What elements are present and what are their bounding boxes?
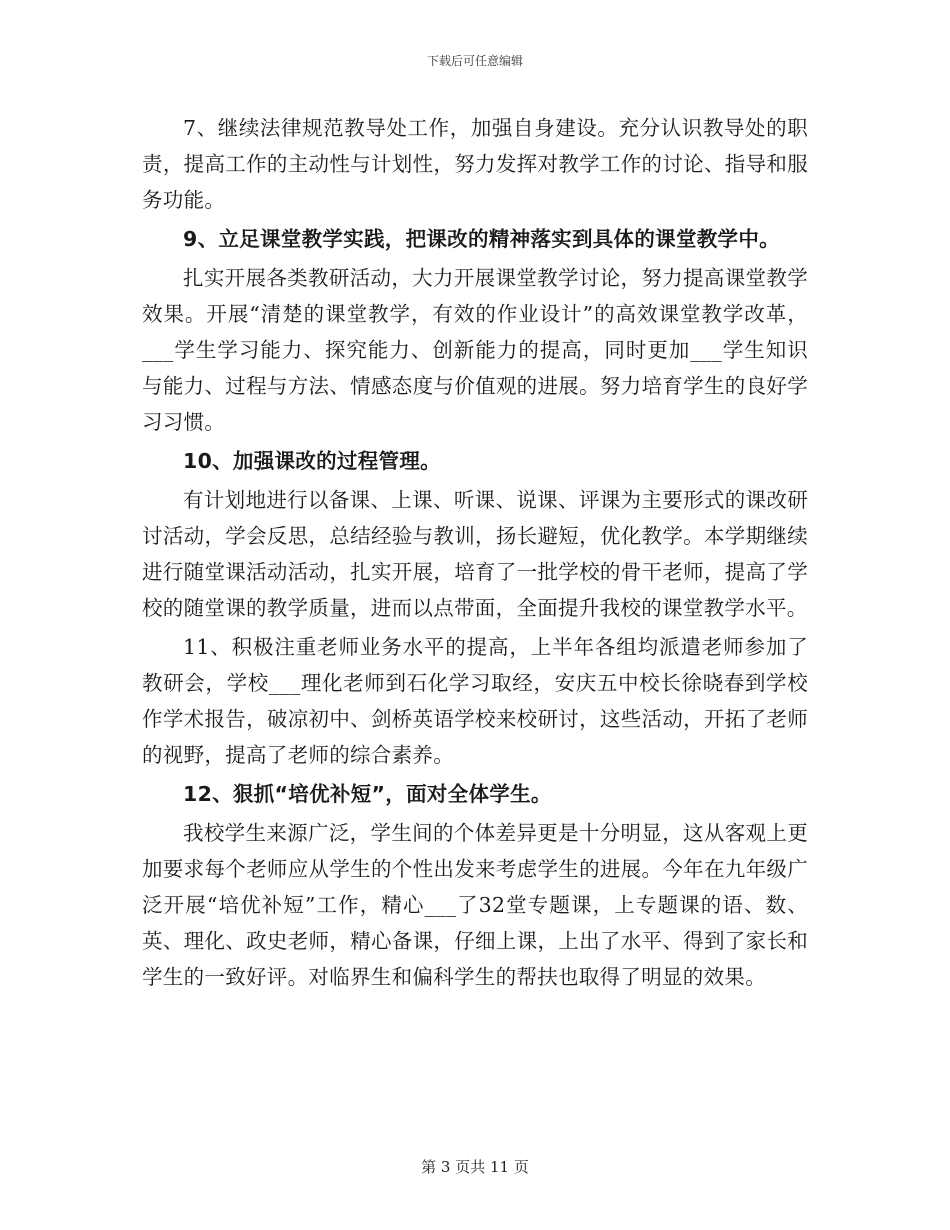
- paragraph-9: 扎实开展各类教研活动，大力开展课堂教学讨论，努力提高课堂教学效果。开展“清楚的课堂教学，有效的作业设计”的高效课堂教学改革，___学生学习能力、探究能力、创新能力的提高，同时更加___学生知识与能力、过程与方法、情感态度与价值观的进展。努力培育学生的良好学习习惯。: [142, 266, 808, 434]
- paragraph-7: 7、继续法律规范教导处工作，加强自身建设。充分认识教导处的职责，提高工作的主动性与计划性，努力发挥对教学工作的讨论、指导和服务功能。: [142, 116, 808, 212]
- paragraph-10: 有计划地进行以备课、上课、听课、说课、评课为主要形式的课改研讨活动，学会反思，总结经验与教训，扬长避短，优化教学。本学期继续进行随堂课活动活动，扎实开展，培育了一批学校的骨干老师，提高了学校的随堂课的教学质量，进而以点带面，全面提升我校的课堂教学水平。: [142, 488, 808, 620]
- heading-10: 10、加强课改的过程管理。: [183, 449, 441, 473]
- paragraph-11: 11、积极注重老师业务水平的提高，上半年各组均派遣老师参加了教研会，学校___理化老师到石化学习取经，安庆五中校长徐晓春到学校作学术报告，破凉初中、剑桥英语学校来校研讨，这些活动，开拓了老师的视野，提高了老师的综合素养。: [142, 635, 808, 767]
- page-footer: 第 3 页共 11 页: [421, 1158, 529, 1176]
- paragraph-12: 我校学生来源广泛，学生间的个体差异更是十分明显，这从客观上更加要求每个老师应从学生的个性出发来考虑学生的进展。今年在九年级广泛开展“培优补短”工作，精心___了32堂专题课，上专题课的语、数、英、理化、政史老师，精心备课，仔细上课，上出了水平、得到了家长和学生的一致好评。对临界生和偏科学生的帮扶也取得了明显的效果。: [142, 821, 808, 989]
- page-header: 下载后可任意编辑: [426, 54, 523, 68]
- document-body: [142, 110, 808, 995]
- heading-12: 12、狠抓“培优补短”，面对全体学生。: [183, 782, 552, 806]
- heading-9: 9、立足课堂教学实践，把课改的精神落实到具体的课堂教学中。: [183, 227, 780, 251]
